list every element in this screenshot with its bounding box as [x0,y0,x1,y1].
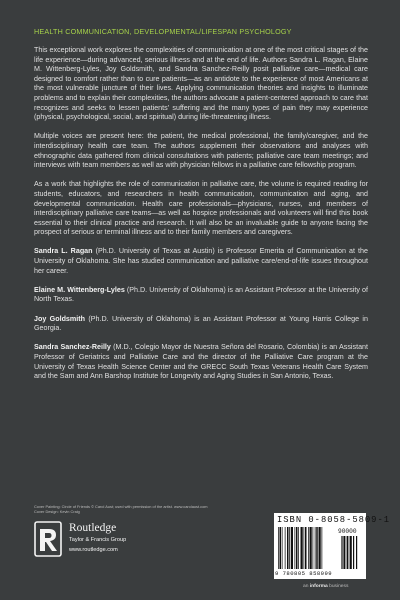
publisher-url: www.routledge.com [69,547,118,553]
author-bio [34,286,368,305]
blurb [34,46,368,391]
barcode-digits: 9 780805 858099 [275,570,333,577]
author-bio-text: (Ph.D. University of Oklahoma) is an Assistant Professor at the University of North Texas. [34,285,369,304]
informa-prefix: an [303,584,310,589]
author-bio-text: (Ph.D. University of Oklahoma) is an Assistant Professor at Young Harris College in Georgia. [34,314,368,333]
author-bio [34,247,368,276]
cover-credits [34,504,244,515]
author-bio [34,343,368,381]
publisher-group: Taylor & Francis Group [69,537,127,543]
author-name: Joy Goldsmith [34,314,85,323]
informa-tagline [303,584,348,589]
barcode-icon [277,527,363,569]
author-bio-text: (Ph.D. University of Texas at Austin) is Professor Emerita of Communication at the University of Oklahoma. She has studied communication and palliative care/end-of-life issues throughout her career. [34,247,368,275]
blurb-paragraph: This exceptional work explores the complexities of communication at one of the most critical stages of the life experience—during advanced, serious illness and at the end of life. Authors Sandra L. Ragan, Elaine M. Wittenberg-Lyles, Joy Goldsmith, and Sandra Sanchez-Reilly posit palliative care—medical care designed to comfort rather than to cure patients—as an antidote to the experience of most Americans at the most vulnerable juncture of their lives. Applying communication theories and insights to illuminate problems and to explain their complexities, the authors advocate a patient-centered approach to care that recognizes and seeks to lessen patients’ suffering and the many types of pain they may experience (physical, psychological, social, and spiritual) during life-threatening illness. [34,46,368,122]
isbn-label: ISBN 0-8058-5809-1 [277,515,391,525]
category-label: HEALTH COMMUNICATION, DEVELOPMENTAL/LIFESPAN PSYCHOLOGY [34,27,292,36]
informa-brand: informa [309,584,328,589]
author-name: Elaine M. Wittenberg-Lyles [34,285,125,294]
design-credit: Cover Design: Kevin Craig [34,509,80,515]
painting-credit: Cover Painting: Circle of Friends © Carol Aust; used with permission of the artist. www.carolaust.com [34,504,208,509]
isbn-barcode [274,513,391,579]
informa-suffix: business [327,584,349,589]
publisher-logo [34,521,164,561]
author-name: Sandra L. Ragan [34,247,93,256]
publisher-name: Routledge [69,522,117,534]
blurb-paragraph: Multiple voices are present here: the patient, the medical professional, the family/caregiver, and the interdisciplinary health care team. The authors supplement their observations and analyses with ethnographic data gathered from clinical consultations with patients; palliative care team meetings; and interviews with team members as well as with physician fellows in a palliative care fellowship program. [34,132,368,170]
price-addon: 90000 [338,528,357,535]
author-bio [34,315,368,334]
author-name: Sandra Sanchez-Reilly [34,343,111,352]
blurb-paragraph: As a work that highlights the role of communication in palliative care, the volume is required reading for students, educators, and researchers in health communication, communication and aging, and developmental communication. Health care professionals—physicians, nurses, and members of interdisciplinary palliative care teams—as well as hospice professionals and volunteers will find this book essential to their clinical practice and research. It will also be an invaluable guide to anyone facing the prospect of serious or terminal illness and to their family members and caregivers. [34,180,368,237]
author-bio-text: (M.D., Colegio Mayor de Nuestra Señora del Rosario, Colombia) is an Assistant Professor of Geriatrics and Palliative Care and the director of the Palliative Care program at the University of Texas Health Science Center and the GRECC South Texas Veterans Health Care System and the Sam and Ann Barshop Institute for Longevity and Aging Studies in San Antonio, Texas. [34,343,368,381]
routledge-logo-icon [34,521,64,559]
